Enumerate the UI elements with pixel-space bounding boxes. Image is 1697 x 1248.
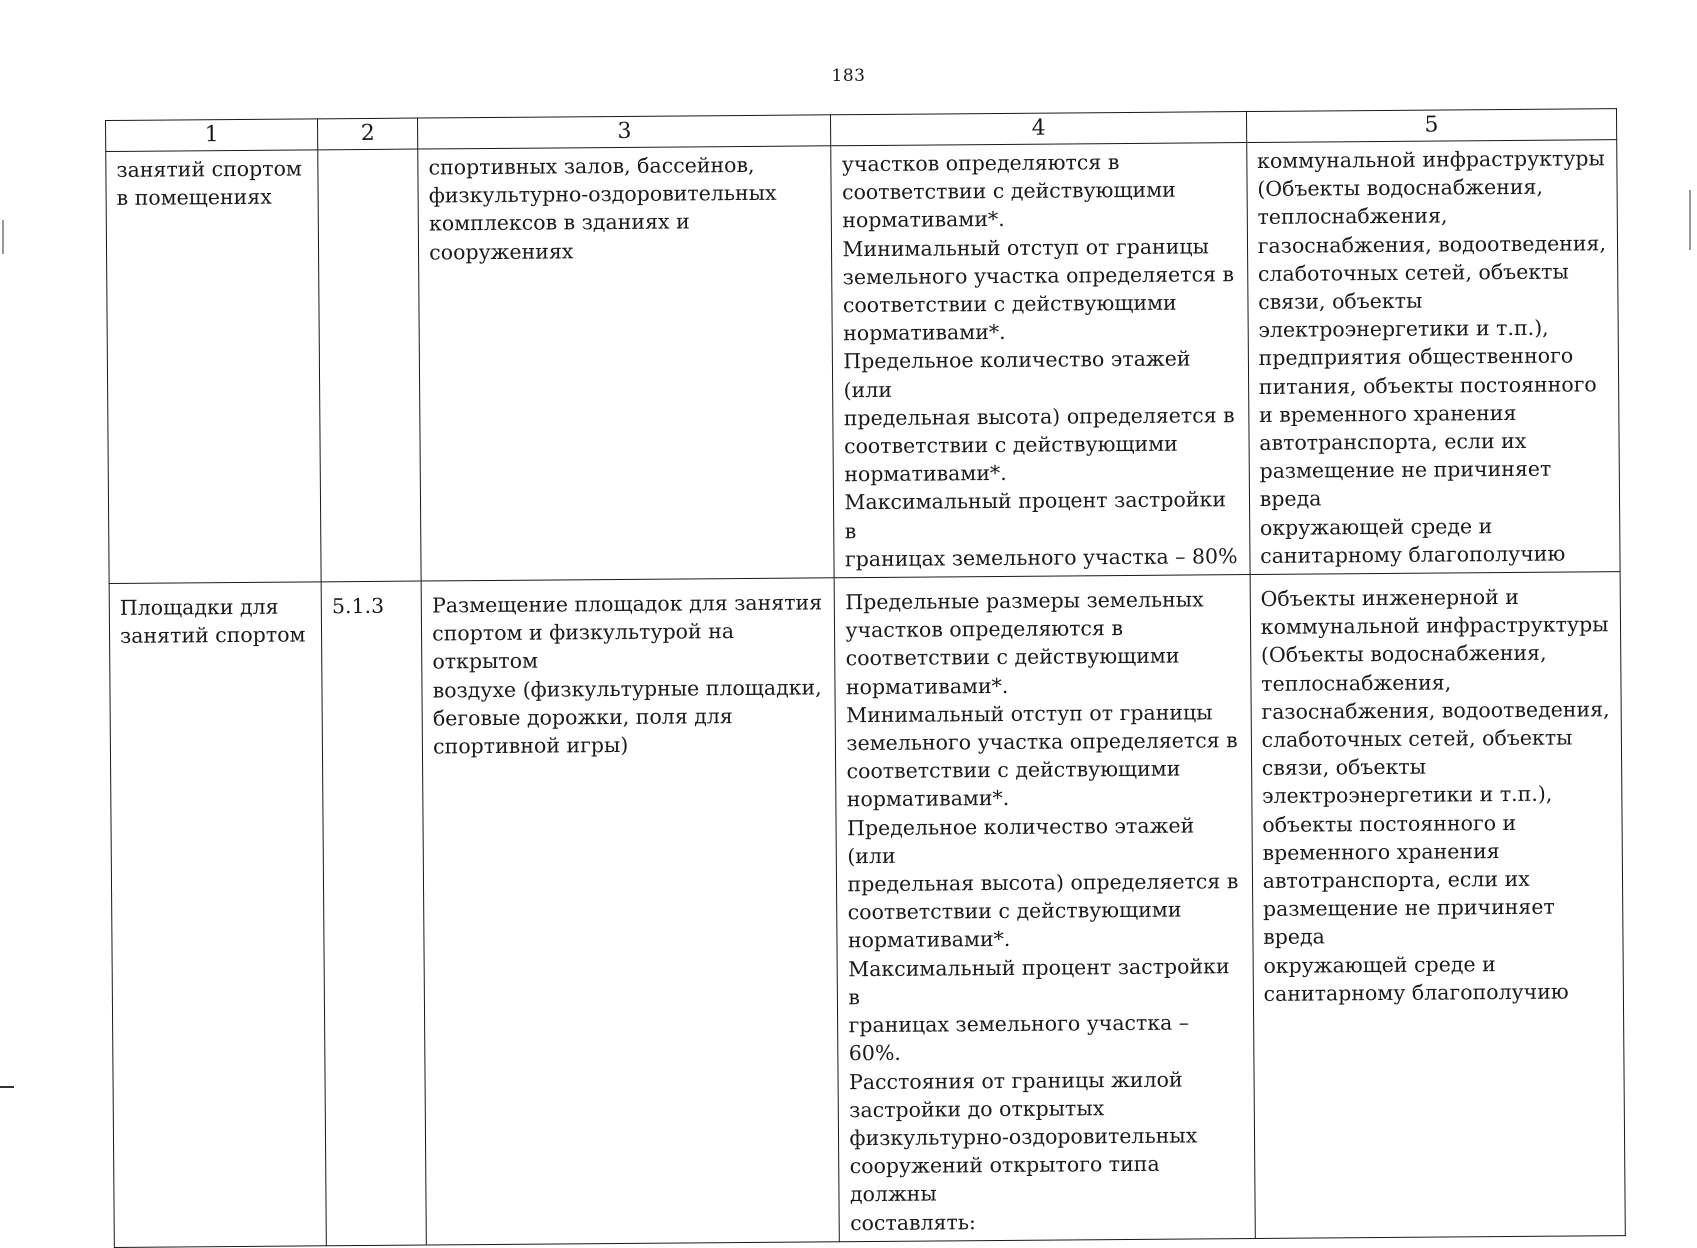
use-code-cell xyxy=(321,581,426,1245)
use-name-text: Площадки для занятий спортом xyxy=(119,594,306,649)
use-code-cell xyxy=(318,149,421,582)
auxiliary-uses-cell xyxy=(1246,140,1620,575)
table-row xyxy=(106,140,1620,584)
zoning-table xyxy=(105,108,1626,1248)
parameters-cell xyxy=(835,575,1255,1242)
column-header-2: 2 xyxy=(318,118,418,150)
use-name-text: занятий спортом в помещениях xyxy=(116,156,302,211)
scan-artifact-mark xyxy=(2,220,4,254)
use-description-cell xyxy=(421,578,839,1245)
use-description-text: спортивных залов, бассейнов, физкультурно-оздоровительных комплексов в зданиях и сооружениях xyxy=(428,152,777,265)
parameters-text: участков определяются в соответствии с действующими нормативами*. Минимальный отступ от границы земельного участка определяется в соответствии с действующими нормативами*. Предельное количество этажей (или предельная высота) определяется в соответствии с действующими нормативами*. Максимальный процент застройки в границах земельного участка – 80% xyxy=(841,150,1238,572)
column-header-3: 3 xyxy=(418,115,831,149)
table-row xyxy=(109,572,1625,1248)
column-header-1: 1 xyxy=(106,119,318,152)
use-name-cell xyxy=(106,150,322,584)
parameters-cell xyxy=(831,143,1250,578)
auxiliary-uses-text: коммунальной инфраструктуры (Объекты водоснабжения, теплоснабжения, газоснабжения, водоотведения, слаботочных сетей, объекты связи, объекты электроэнергетики и т.п.), предприятия общественного питания, объекты постоянного и временного хранения автотранспорта, если их размещение не причиняет вреда окружающей среде и санитарному благополучию xyxy=(1256,146,1607,568)
use-name-cell xyxy=(109,582,326,1247)
parameters-text: Предельные размеры земельных участков определяются в соответствии с действующими нормативами*. Минимальный отступ от границы земельного участка определяется в соответствии с действующими нормативами*. Предельное количество этажей (или предельная высота) определяется в соответствии с действующими нормативами*. Максимальный процент застройки в границах земельного участка – 60%. Расстояния от границы жилой застройки до открытых физкультурно-оздоровительных сооружений открытого типа должны составлять: xyxy=(845,587,1239,1235)
use-code-text xyxy=(328,154,407,155)
use-description-text: Размещение площадок для занятия спортом и физкультурой на открытом воздухе (физкультурные площадки, беговые дорожки, поля для спортивной игры) xyxy=(431,590,823,759)
auxiliary-uses-cell xyxy=(1250,572,1625,1239)
column-header-5: 5 xyxy=(1246,109,1617,143)
use-description-cell xyxy=(418,146,835,581)
scan-artifact-mark xyxy=(0,1086,14,1088)
auxiliary-uses-text: Объекты инженерной и коммунальной инфраструктуры (Объекты водоснабжения, теплоснабжения, газоснабжения, водоотведения, слаботочных сетей, объекты связи, объекты электроэнергетики и т.п.), объекты постоянного и временного хранения автотранспорта, если их размещение не причиняет вреда окружающей среде и санитарному благополучию xyxy=(1260,584,1610,1006)
column-header-4: 4 xyxy=(831,112,1246,146)
page-number: 183 xyxy=(831,66,866,86)
use-code-text: 5.1.3 xyxy=(331,593,385,619)
scan-artifact-mark xyxy=(1689,190,1691,250)
